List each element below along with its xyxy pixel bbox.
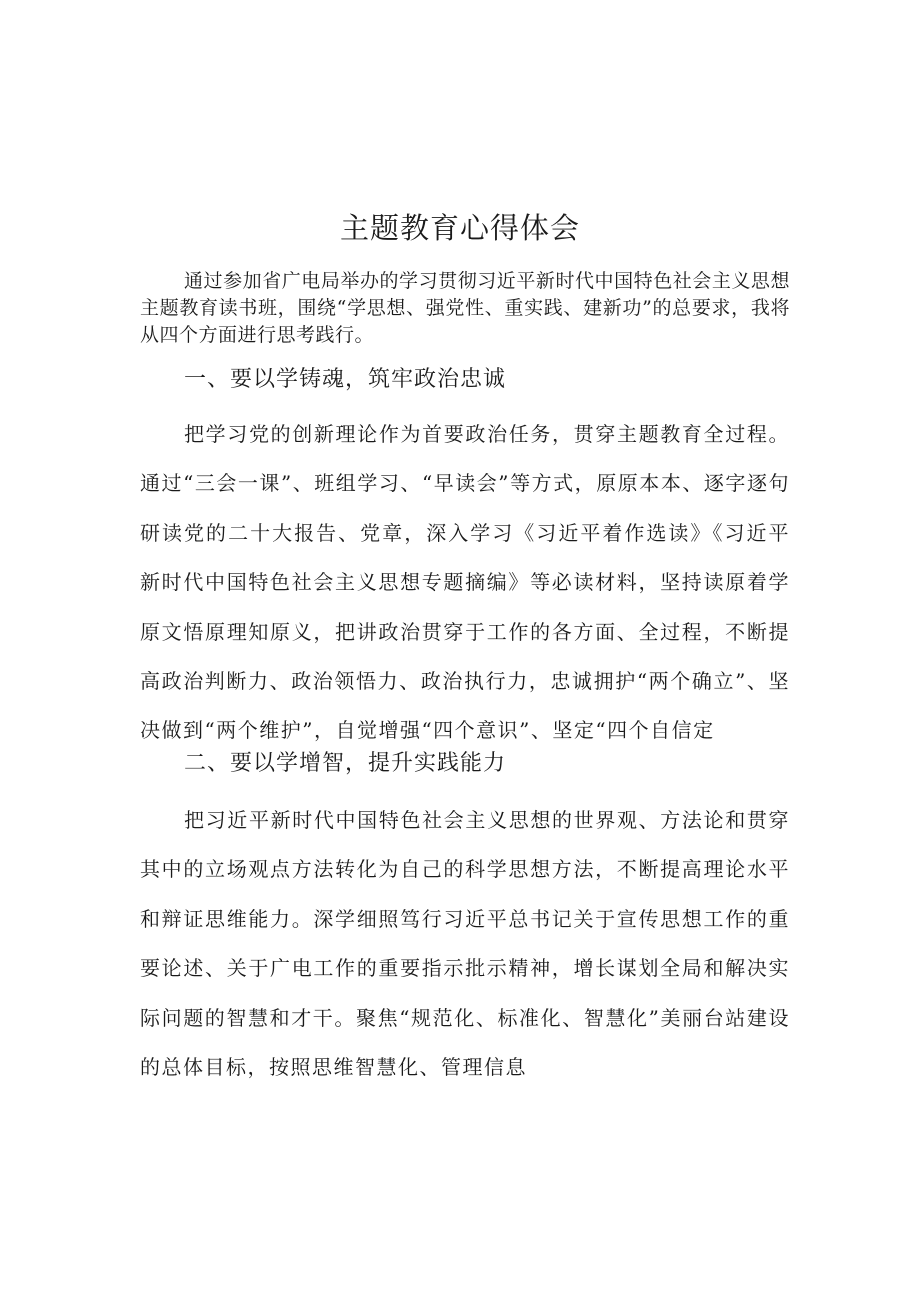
section-1-body: 把学习党的创新理论作为首要政治任务，贯穿主题教育全过程。通过“三会一课”、班组学习、“早读会”等方式，原原本本、逐字逐句研读党的二十大报告、党章，深入学习《习近平着作选读》《习近平新时代中国特色社会主义思想专题摘编》等必读材料，坚持读原着学原文悟原理知原义，把讲政治贯穿于工作的各方面、全过程，不断提高政治判断力、政治领悟力、政治执行力，忠诚拥护“两个确立”、坚决做到“两个维护”，自觉增强“四个意识”、坚定“四个自信定 bbox=[140, 422, 790, 743]
section-2-body: 把习近平新时代中国特色社会主义思想的世界观、方法论和贯穿其中的立场观点方法转化为自己的科学思想方法，不断提高理论水平和辩证思维能力。深学细照笃行习近平总书记关于宣传思想工作的重要论述、关于广电工作的重要指示批示精神，增长谋划全局和解决实际问题的智慧和才干。聚焦“规范化、标准化、智慧化”美丽台站建设的总体目标，按照思维智慧化、管理信息 bbox=[140, 808, 790, 1080]
section-2-heading: 二、要以学增智，提升实践能力 bbox=[184, 751, 507, 776]
document-title: 主题教育心得体会 bbox=[339, 211, 580, 245]
section-1-heading: 一、要以学铸魂，筑牢政治忠诚 bbox=[184, 367, 507, 392]
intro-paragraph: 通过参加省广电局举办的学习贯彻习近平新时代中国特色社会主义思想主题教育读书班，围绕“学思想、强党性、重实践、建新功”的总要求，我将从四个方面进行思考践行。 bbox=[140, 270, 790, 346]
